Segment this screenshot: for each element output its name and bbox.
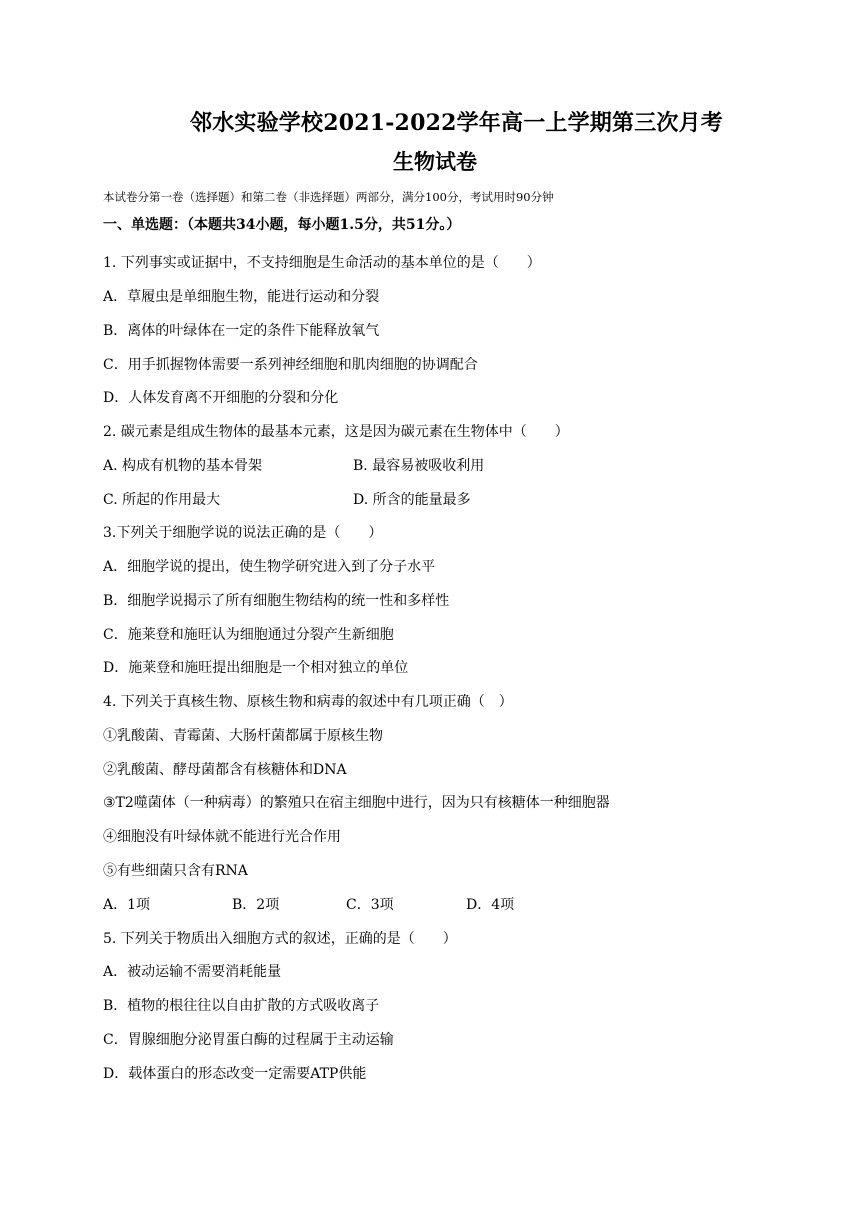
question-5-option-b: B．植物的根往往以自由扩散的方式吸收离子 bbox=[103, 998, 380, 1014]
question-1-option-a: A．草履虫是单细胞生物，能进行运动和分裂 bbox=[103, 289, 380, 305]
question-5-option-a: A．被动运输不需要消耗能量 bbox=[103, 964, 282, 980]
section-heading: 一、单选题：（本题共34小题，每小题1.5分，共51分。） bbox=[103, 217, 461, 233]
question-4-option-b: B．2项 bbox=[232, 897, 280, 913]
question-4-statement-3: ③T2噬菌体（一种病毒）的繁殖只在宿主细胞中进行，因为只有核糖体一种细胞器 bbox=[103, 795, 610, 811]
question-2-option-b: B. 最容易被吸收利用 bbox=[353, 458, 485, 474]
exam-intro: 本试卷分第一卷（选择题）和第二卷（非选择题）两部分，满分100分，考试用时90分钟 bbox=[103, 190, 554, 204]
question-2-option-c: C. 所起的作用最大 bbox=[103, 492, 221, 508]
question-3-stem: 3.下列关于细胞学说的说法正确的是（ ） bbox=[103, 525, 383, 541]
question-4-statement-1: ①乳酸菌、青霉菌、大肠杆菌都属于原核生物 bbox=[103, 728, 383, 744]
question-4-statement-5: ⑤有些细菌只含有RNA bbox=[103, 863, 248, 879]
question-1-option-b: B．离体的叶绿体在一定的条件下能释放氧气 bbox=[103, 323, 380, 339]
question-2-option-d: D. 所含的能量最多 bbox=[353, 492, 471, 508]
question-5-option-d: D．载体蛋白的形态改变一定需要ATP供能 bbox=[103, 1066, 367, 1082]
question-3-option-a: A．细胞学说的提出，使生物学研究进入到了分子水平 bbox=[103, 559, 436, 575]
question-3-option-b: B．细胞学说揭示了所有细胞生物结构的统一性和多样性 bbox=[103, 593, 450, 609]
question-4-statement-2: ②乳酸菌、酵母菌都含有核糖体和DNA bbox=[103, 762, 347, 778]
question-3-option-c: C．施莱登和施旺认为细胞通过分裂产生新细胞 bbox=[103, 627, 394, 643]
question-4-option-c: C．3项 bbox=[346, 897, 394, 913]
question-3-option-d: D．施莱登和施旺提出细胞是一个相对独立的单位 bbox=[103, 660, 409, 676]
exam-title: 邻水实验学校2021-2022学年高一上学期第三次月考 bbox=[190, 110, 723, 136]
question-1-stem: 1. 下列事实或证据中，不支持细胞是生命活动的基本单位的是（ ） bbox=[103, 255, 541, 271]
question-4-statement-4: ④细胞没有叶绿体就不能进行光合作用 bbox=[103, 829, 341, 845]
question-5-option-c: C．胃腺细胞分泌胃蛋白酶的过程属于主动运输 bbox=[103, 1032, 394, 1048]
question-4-stem: 4. 下列关于真核生物、原核生物和病毒的叙述中有几项正确（ ） bbox=[103, 694, 513, 710]
question-4-option-d: D．4项 bbox=[466, 897, 515, 913]
question-2-option-a: A. 构成有机物的基本骨架 bbox=[103, 458, 263, 474]
question-4-option-a: A．1项 bbox=[103, 897, 151, 913]
question-1-option-d: D．人体发育离不开细胞的分裂和分化 bbox=[103, 390, 339, 406]
exam-subtitle: 生物试卷 bbox=[393, 149, 477, 174]
question-2-stem: 2. 碳元素是组成生物体的最基本元素，这是因为碳元素在生物体中（ ） bbox=[103, 424, 569, 440]
question-1-option-c: C．用手抓握物体需要一系列神经细胞和肌肉细胞的协调配合 bbox=[103, 357, 478, 373]
question-5-stem: 5. 下列关于物质出入细胞方式的叙述，正确的是（ ） bbox=[103, 931, 457, 947]
